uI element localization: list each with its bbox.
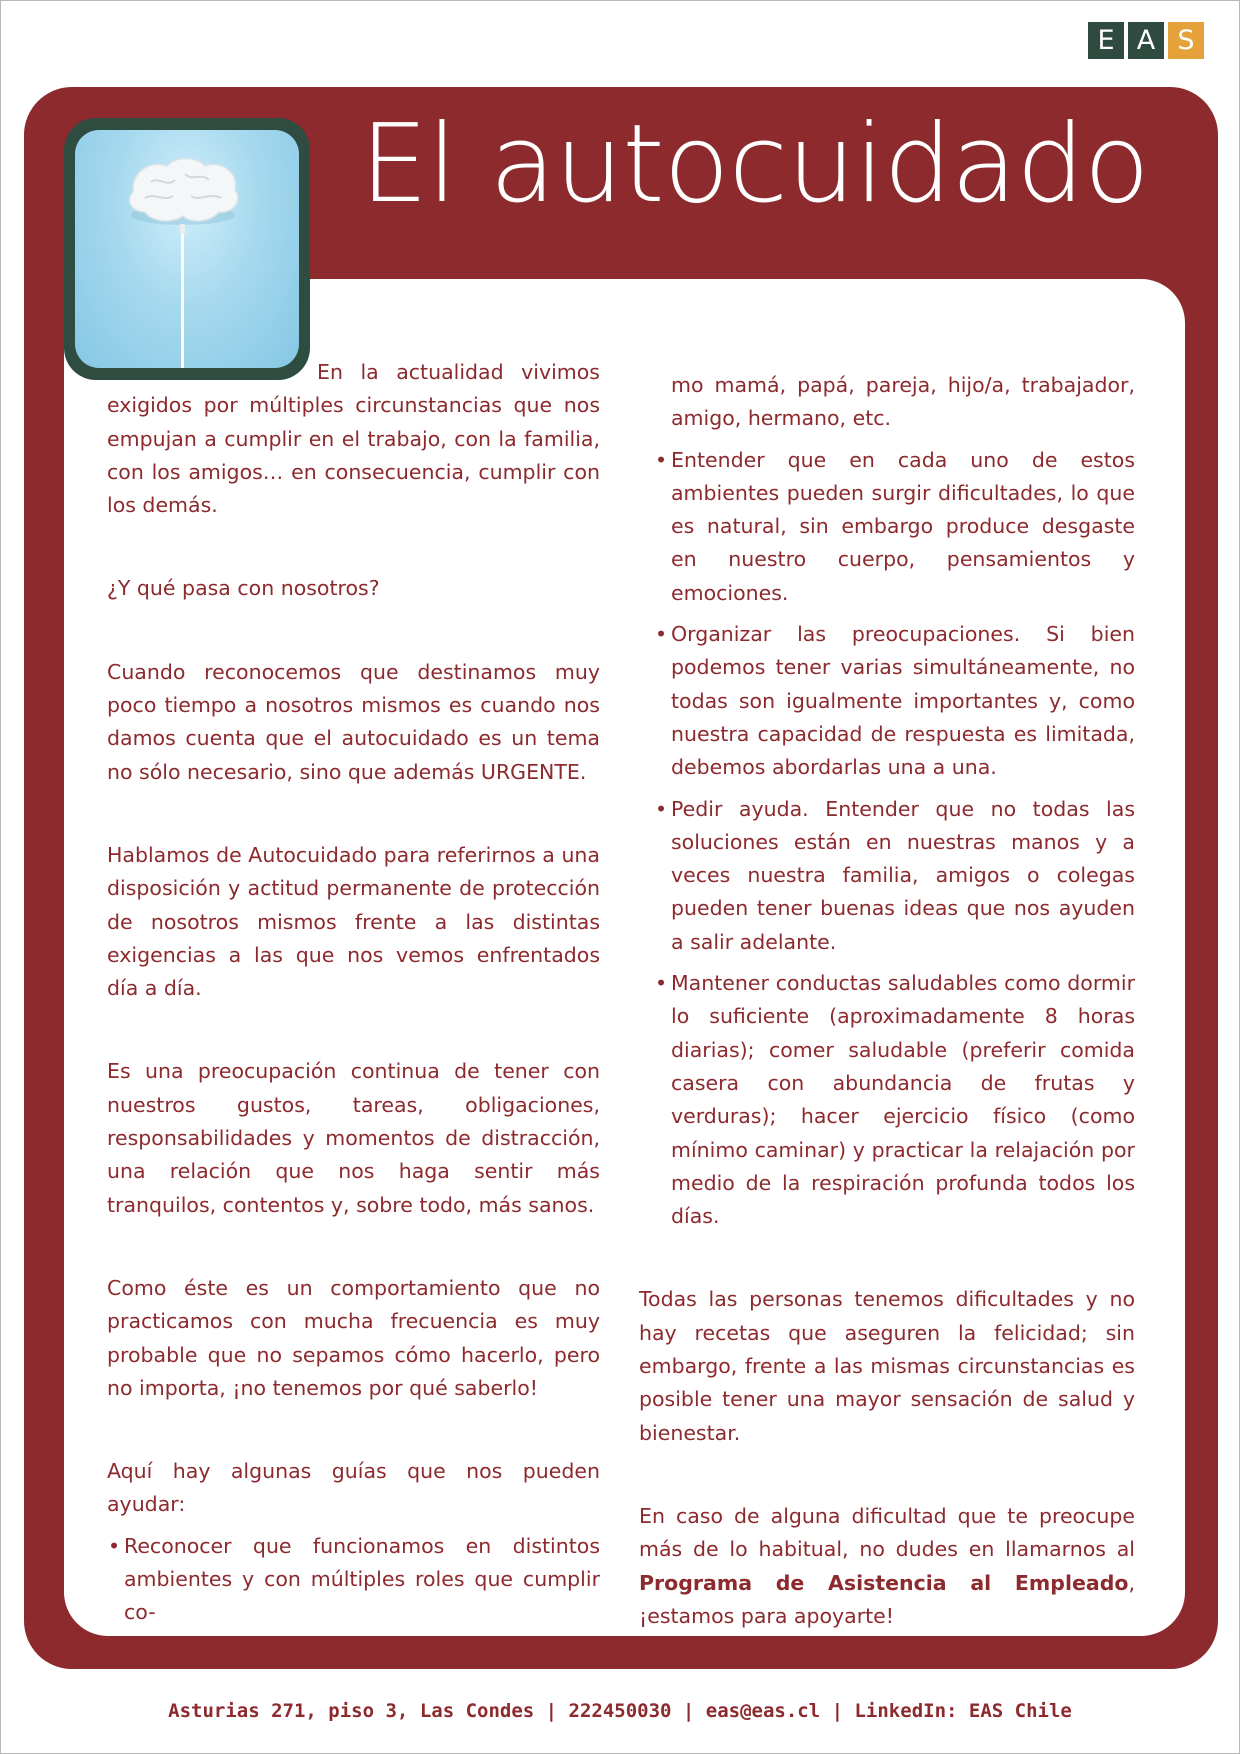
paragraph-3: Hablamos de Autocuidado para referirnos a una disposición y actitud permanente de protección de nosotros mismos frente a las distintas exigencias a las que nos vemos enfrentados día a día. — [107, 842, 600, 1001]
brain-illustration — [75, 130, 299, 368]
paragraph-2: Cuando reconocemos que destinamos muy poco tiempo a nosotros mismos es cuando nos damos cuenta que el autocuidado es un tema no sólo necesario, sino que además URGENTE. — [107, 659, 600, 784]
bullet-icon: • — [655, 622, 668, 647]
logo-letter-a: A — [1128, 22, 1164, 59]
brain-icon — [75, 130, 299, 368]
bullet-item: • Mantener conductas saludables como dormir lo suficiente (aproximadamente 8 horas diarias); comer saludable (preferir comida casera con abundancia de frutas y verduras); hacer ejercicio físico (como mínimo caminar) y practicar la relajación por medio de la respiración profunda todos los días. — [654, 967, 1135, 1233]
bullet-item: • Pedir ayuda. Entender que no todas las soluciones están en nuestras manos y a veces nuestra familia, amigos o colegas pueden tener buenas ideas que nos ayuden a salir adelante. — [654, 793, 1135, 959]
bullet-item: • Entender que en cada uno de estos ambientes pueden surgir dificultades, lo que es natural, sin embargo produce desgaste en nuestro cuerpo, pensamientos y emociones. — [654, 444, 1135, 610]
right-column — [639, 369, 1135, 1633]
bullet-continuation: mo mamá, papá, pareja, hijo/a, trabajador, amigo, hermano, etc. — [671, 373, 1135, 431]
left-column — [107, 356, 600, 1630]
intro-paragraph: En la actualidad vivimos exigidos por múltiples circunstancias que nos empujan a cumplir en el trabajo, con la familia, con los amigos… en consecuencia, cumplir con los demás. — [107, 360, 600, 518]
logo-letter-s: S — [1168, 22, 1204, 59]
footer-contact: Asturias 271, piso 3, Las Condes | 222450030 | eas@eas.cl | LinkedIn: EAS Chile — [168, 1700, 1072, 1722]
bullet-icon: • — [655, 971, 668, 996]
bullet-icon: • — [108, 1533, 121, 1558]
eas-logo — [1088, 22, 1204, 59]
bullet-icon: • — [655, 796, 668, 821]
page-title: El autocuidado — [360, 102, 1149, 227]
logo-letter-e: E — [1088, 22, 1124, 59]
program-name: Programa de Asistencia al Empleado — [639, 1570, 1129, 1595]
closing-paragraph-2: En caso de alguna dificultad que te preocupe más de lo habitual, no dudes en llamarnos al Programa de Asistencia al Empleado, ¡estamos para apoyarte! — [639, 1503, 1135, 1628]
bullet-icon: • — [655, 447, 668, 472]
bullet-item: • Reconocer que funcionamos en distintos ambientes y con múltiples roles que cumplir co- — [107, 1530, 600, 1630]
paragraph-4: Es una preocupación continua de tener con nuestros gustos, tareas, obligaciones, responsabilidades y momentos de distracción, una relación que nos haga sentir más tranquilos, contentos y, sobre todo, más sanos. — [107, 1059, 600, 1217]
paragraph-5: Como éste es un comportamiento que no practicamos con mucha frecuencia es muy probable que no sepamos cómo hacerlo, pero no importa, ¡no tenemos por qué saberlo! — [107, 1275, 600, 1400]
closing-paragraph-1: Todas las personas tenemos dificultades y no hay recetas que aseguren la felicidad; sin embargo, frente a las mismas circunstancias es posible tener una mayor sensación de salud y bienestar. — [639, 1287, 1135, 1445]
guides-intro: Aquí hay algunas guías que nos pueden ayudar: — [107, 1459, 600, 1517]
bullet-item: • Organizar las preocupaciones. Si bien podemos tener varias simultáneamente, no todas son igualmente importantes y, como nuestra capacidad de respuesta es limitada, debemos abordarlas una a una. — [654, 618, 1135, 784]
question-paragraph: ¿Y qué pasa con nosotros? — [107, 576, 380, 601]
